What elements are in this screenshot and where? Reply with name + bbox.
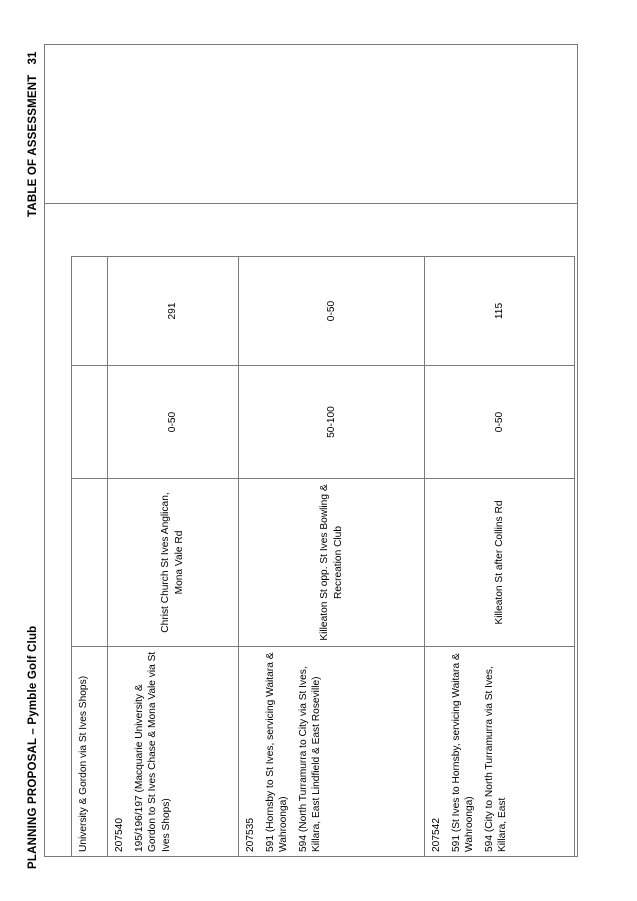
services-value: 115 <box>493 302 505 320</box>
route-text: 591 (St Ives to Hornsby, servicing Waitara & Wahroonga) <box>450 653 476 852</box>
section-header <box>27 51 39 217</box>
route-text: 594 (North Turramurra to City via St Ives, Killara, East Lindfield & East Roseville) <box>297 666 323 852</box>
distance-cell <box>239 366 425 479</box>
route-text: 591 (Hornsby to St Ives, servicing Waitara & Wahroonga) <box>264 652 290 852</box>
distance-cell <box>425 366 575 479</box>
location-cell <box>425 479 575 647</box>
distance-cell <box>108 366 239 479</box>
distance-cell <box>72 366 108 479</box>
stop-id: 207540 <box>114 818 125 852</box>
services-cell <box>108 257 239 366</box>
table-row <box>425 257 575 857</box>
route-text: 195/196/197 (Macquarie University & Gordon to St Ives Chase & Mona Vale via St Ives Shops) <box>133 651 172 852</box>
route-text: 594 (City to North Turramurra via St Ives, Killara, East <box>483 666 509 852</box>
services-cell <box>239 257 425 366</box>
services-value: 0-50 <box>325 300 337 322</box>
table-row <box>108 257 239 857</box>
document-header-title: PLANNING PROPOSAL – Pymble Golf Club <box>27 625 39 869</box>
outer-comment-cell <box>45 45 578 204</box>
page-number: 31 <box>27 51 39 65</box>
location-cell <box>108 479 239 647</box>
stop-cell <box>72 647 108 857</box>
stop-id: 207535 <box>245 818 256 852</box>
stop-cell <box>108 647 239 857</box>
services-value: 291 <box>167 302 179 320</box>
stop-continued-text: University & Gordon via St Ives Shops) <box>78 675 89 852</box>
table-row <box>239 257 425 857</box>
location-cell <box>72 479 108 647</box>
distance-value: 0-50 <box>493 411 505 433</box>
location-text: Killeaton St opp. St Ives Bowling & Recreation Club <box>318 484 344 641</box>
location-text: Christ Church St Ives Anglican, Mona Vale Rd <box>160 492 185 633</box>
distance-value: 0-50 <box>167 411 179 433</box>
location-cell <box>239 479 425 647</box>
table-row <box>72 257 108 857</box>
stop-cell <box>239 647 425 857</box>
distance-value: 50-100 <box>325 406 337 438</box>
section-title: TABLE OF ASSESSMENT <box>27 74 39 217</box>
bus-stop-table <box>71 256 575 857</box>
location-text: Killeaton St after Collins Rd <box>493 500 505 625</box>
services-cell <box>72 257 108 366</box>
stop-id: 207542 <box>431 818 442 852</box>
services-cell <box>425 257 575 366</box>
stop-cell <box>425 647 575 857</box>
